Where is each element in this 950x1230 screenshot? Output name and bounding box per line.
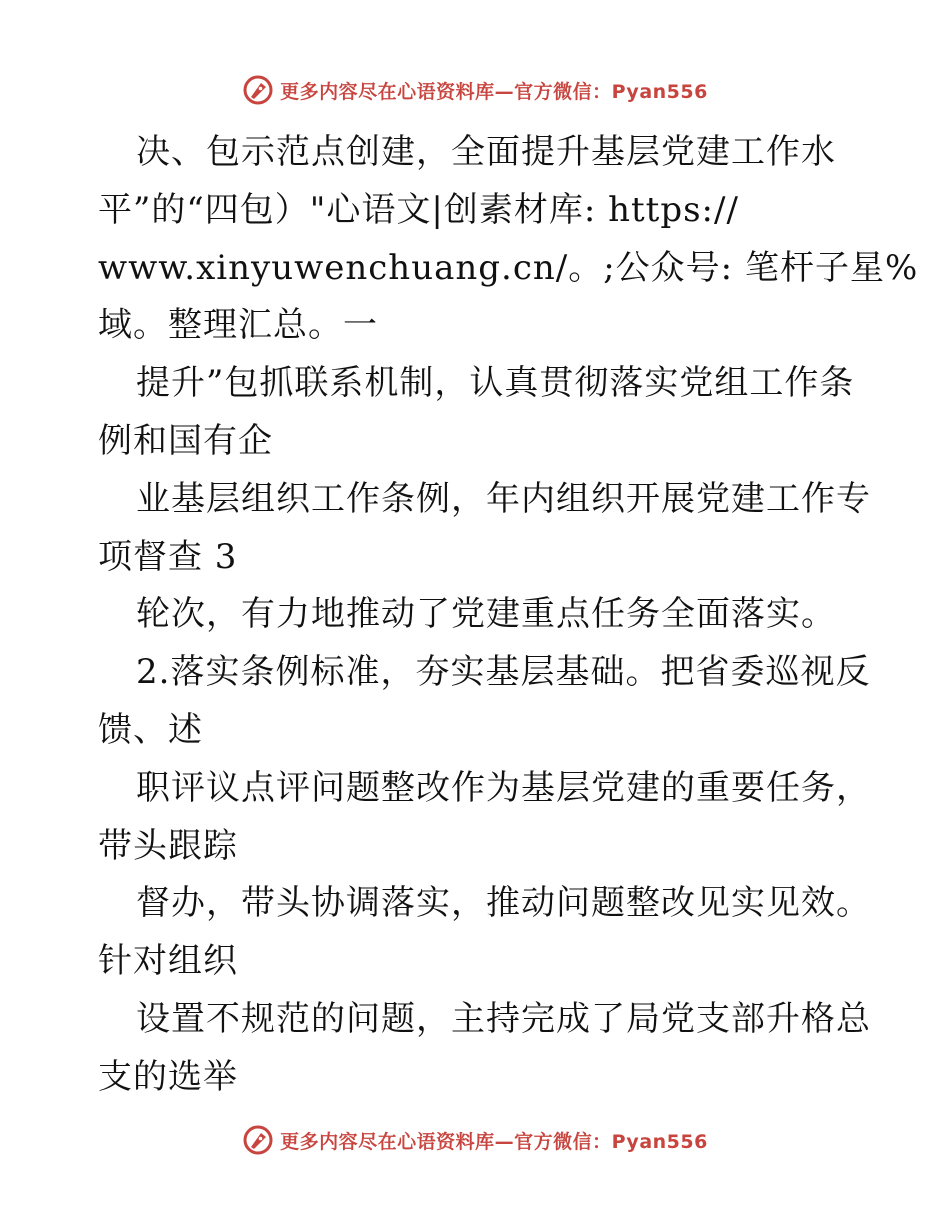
watermark-footer <box>0 1122 950 1158</box>
text-line: 业基层组织工作条例，年内组织开展党建工作专 <box>136 478 871 519</box>
pen-nib-circle-icon <box>242 74 274 106</box>
text-line: 设置不规范的问题，主持完成了局党支部升格总 <box>136 998 871 1039</box>
document-body <box>98 124 919 1107</box>
text-line: 带头跟踪 <box>98 825 238 866</box>
pen-nib-circle-icon <box>242 1124 274 1156</box>
text-line: 督办，带头协调落实，推动问题整改见实见效。 <box>136 883 871 924</box>
watermark-header <box>0 72 950 108</box>
text-line: www.xinyuwenchuang.cn/。;公众号: 笔杆子星% <box>98 247 919 288</box>
text-line: 决、包示范点创建，全面提升基层党建工作水 <box>136 132 836 172</box>
watermark-text: 更多内容尽在心语资料库—官方微信：Pyan556 <box>280 80 708 103</box>
text-line: 馈、述 <box>98 709 203 750</box>
text-line: 平”的“四包）"心语文|创素材库: https:// <box>98 189 739 230</box>
text-line: 针对组织 <box>98 941 238 982</box>
text-line: 2.落实条例标准，夯实基层基础。把省委巡视反 <box>136 652 871 693</box>
text-line: 轮次，有力地推动了党建重点任务全面落实。 <box>136 594 836 635</box>
watermark-text: 更多内容尽在心语资料库—官方微信：Pyan556 <box>280 1130 708 1153</box>
text-line: 职评议点评问题整改作为基层党建的重要任务， <box>136 767 871 808</box>
text-line: 例和国有企 <box>98 420 273 461</box>
text-line: 项督查 3 <box>98 536 238 577</box>
text-line: 支的选举 <box>98 1056 238 1097</box>
text-line: 提升”包抓联系机制，认真贯彻落实党组工作条 <box>136 363 855 404</box>
text-line: 域。整理汇总。一 <box>98 305 378 346</box>
